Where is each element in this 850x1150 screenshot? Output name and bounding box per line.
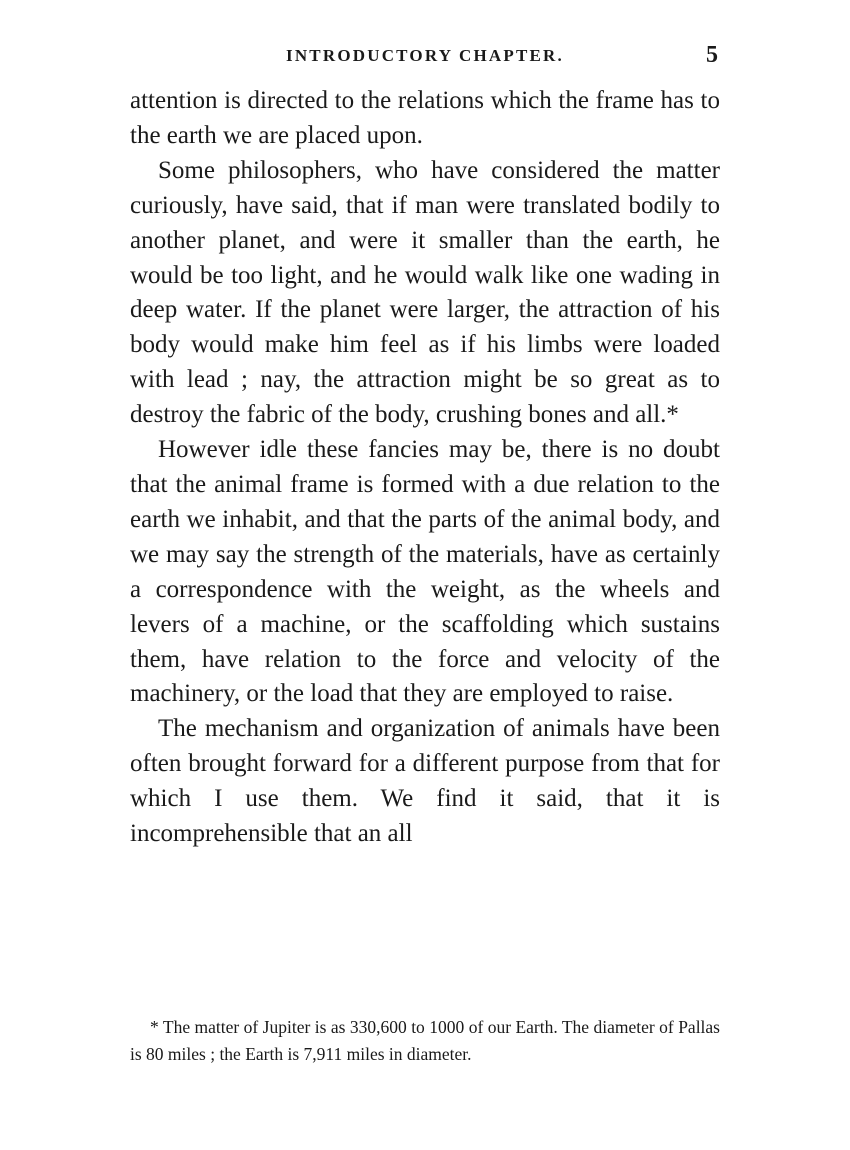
running-header [130, 42, 720, 72]
running-title: INTRODUCTORY CHAPTER. [286, 46, 564, 65]
paragraph-continued: attention is directed to the relations which the frame has to the earth we are placed upon. [130, 87, 720, 149]
footnote-text: * The matter of Jupiter is as 330,600 to 1000 of our Earth. The diameter of Pallas is 80 miles ; the Earth is 7,911 miles in diameter. [130, 1017, 720, 1064]
paragraph-mechanism: The mechanism and organization of animals have been often brought forward for a different purpose from that for which I use them. We find it said, that it is incomprehensible that an all [130, 715, 720, 848]
paragraph-animal-frame: However idle these fancies may be, there is no doubt that the animal frame is formed with a due relation to the earth we inhabit, and that the parts of the animal body, and we may say the strength of the materials, have as certainly a correspondence with the weight, as the wheels and levers of a machine, or the scaffolding which sustains them, have relation to the force and velocity of the machinery, or the load that they are employed to raise. [130, 436, 720, 708]
footnote [130, 1014, 720, 1068]
body-text [130, 84, 720, 852]
page-number: 5 [706, 42, 718, 68]
paragraph-philosophers: Some philosophers, who have considered the matter curiously, have said, that if man were translated bodily to another planet, and were it smaller than the earth, he would be too light, and he would walk like one wading in deep water. If the planet were larger, the attraction of his body would make him feel as if his limbs were loaded with lead ; nay, the attraction might be so great as to destroy the fabric of the body, crushing bones and all.* [130, 156, 720, 429]
